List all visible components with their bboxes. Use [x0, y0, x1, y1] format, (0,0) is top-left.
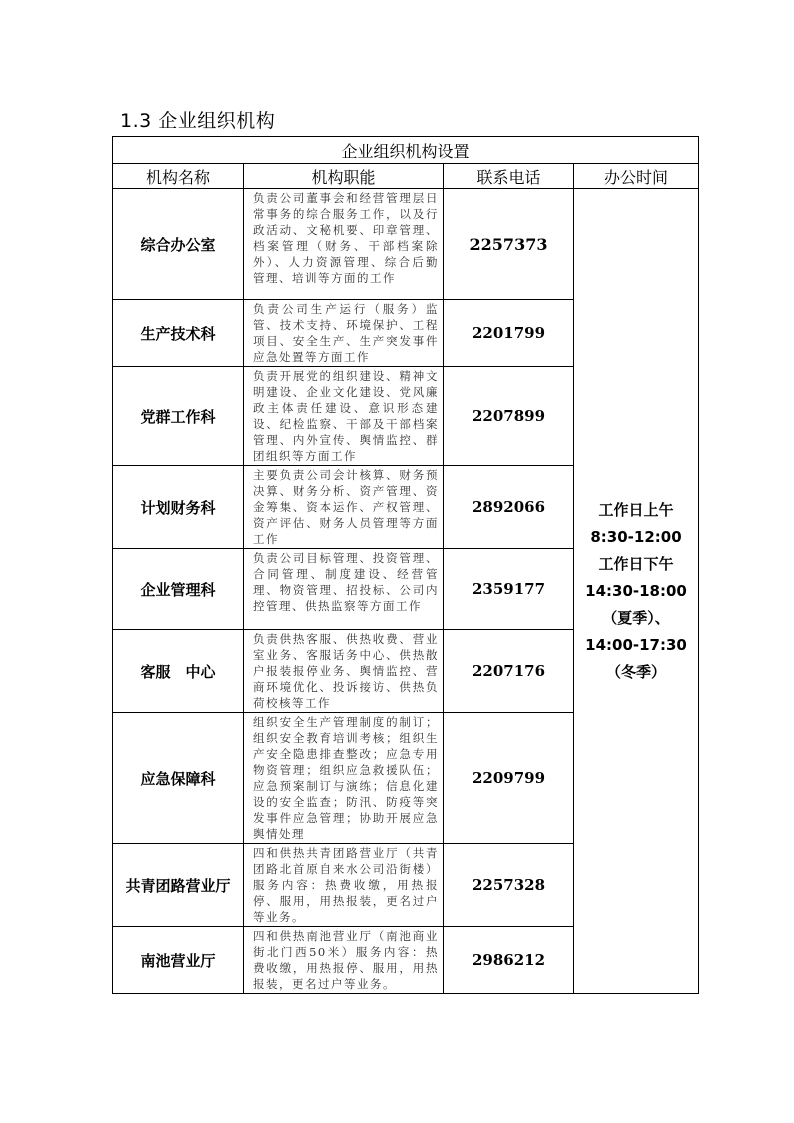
- office-hours: [574, 189, 699, 994]
- table-title: 企业组织机构设置: [113, 137, 699, 164]
- org-duty: 主要负责公司会计核算、财务预决算、财务分析、资产管理、资金筹集、资本运作、产权管理、资产评估、财务人员管理等方面工作: [244, 466, 444, 549]
- org-duty: 负责公司生产运行（服务）监管、技术支持、环境保护、工程项目、安全生产、生产突发事件应急处置等方面工作: [244, 300, 444, 367]
- header-office-hours: 办公时间: [574, 164, 699, 189]
- org-phone: 2207176: [444, 630, 574, 713]
- office-hours-line: 8:30-12:00: [590, 527, 682, 546]
- table-row: [113, 189, 699, 300]
- office-hours-line: 工作日下午: [598, 554, 674, 573]
- org-phone: 2209799: [444, 713, 574, 844]
- header-org-duty: 机构职能: [244, 164, 444, 189]
- office-hours-line: （冬季）: [606, 662, 667, 681]
- office-hours-line: 14:30-18:00: [585, 581, 687, 600]
- org-duty: 负责公司董事会和经营管理层日常事务的综合服务工作，以及行政活动、文秘机要、印章管理、档案管理（财务、干部档案除外）、人力资源管理、综合后勤管理、培训等方面的工作: [244, 189, 444, 300]
- header-org-name: 机构名称: [113, 164, 244, 189]
- org-name: 南池营业厅: [113, 927, 244, 994]
- org-phone: 2359177: [444, 549, 574, 630]
- org-phone: 2257373: [444, 189, 574, 300]
- org-duty: 四和供热南池营业厅（南池商业街北门西50米）服务内容：热费收缴，用热报停、服用，用热报装，更名过户等业务。: [244, 927, 444, 994]
- section-heading: 1.3 企业组织机构: [120, 110, 276, 132]
- org-duty: 负责公司目标管理、投资管理、合同管理、制度建设、经营管理、物资管理、招投标、公司内控管理、供热监察等方面工作: [244, 549, 444, 630]
- org-name: 党群工作科: [113, 367, 244, 466]
- header-phone: 联系电话: [444, 164, 574, 189]
- org-name: 生产技术科: [113, 300, 244, 367]
- org-duty: 四和供热共青团路营业厅（共青团路北首原自来水公司沿街楼）服务内容：热费收缴，用热报停、服用，用热报装，更名过户等业务。: [244, 844, 444, 927]
- org-name: 共青团路营业厅: [113, 844, 244, 927]
- org-phone: 2207899: [444, 367, 574, 466]
- org-name: 计划财务科: [113, 466, 244, 549]
- org-name: 企业管理科: [113, 549, 244, 630]
- org-phone: 2892066: [444, 466, 574, 549]
- org-duty: 负责供热客服、供热收费、营业室业务、客服话务中心、供热散户报装报停业务、舆情监控、营商环境优化、投诉接访、供热负荷校核等工作: [244, 630, 444, 713]
- org-structure-table: [112, 136, 699, 994]
- org-name: 应急保障科: [113, 713, 244, 844]
- org-duty: 负责开展党的组织建设、精神文明建设、企业文化建设、党风廉政主体责任建设、意识形态建设、纪检监察、干部及干部档案管理、内外宣传、舆情监控、群团组织等方面工作: [244, 367, 444, 466]
- org-name: 综合办公室: [113, 189, 244, 300]
- office-hours-line: 工作日上午: [598, 500, 674, 519]
- office-hours-line: （夏季）、: [602, 608, 670, 627]
- org-phone: 2986212: [444, 927, 574, 994]
- org-name: 客服 中心: [113, 630, 244, 713]
- org-phone: 2201799: [444, 300, 574, 367]
- org-duty: 组织安全生产管理制度的制订；组织安全教育培训考核；组织生产安全隐患排查整改；应急专用物资管理；组织应急救援队伍；应急预案制订与演练；信息化建设的安全监查；防汛、防疫等突发事件应急管理；协助开展应急舆情处理: [244, 713, 444, 844]
- office-hours-line: 14:00-17:30: [585, 635, 687, 654]
- org-phone: 2257328: [444, 844, 574, 927]
